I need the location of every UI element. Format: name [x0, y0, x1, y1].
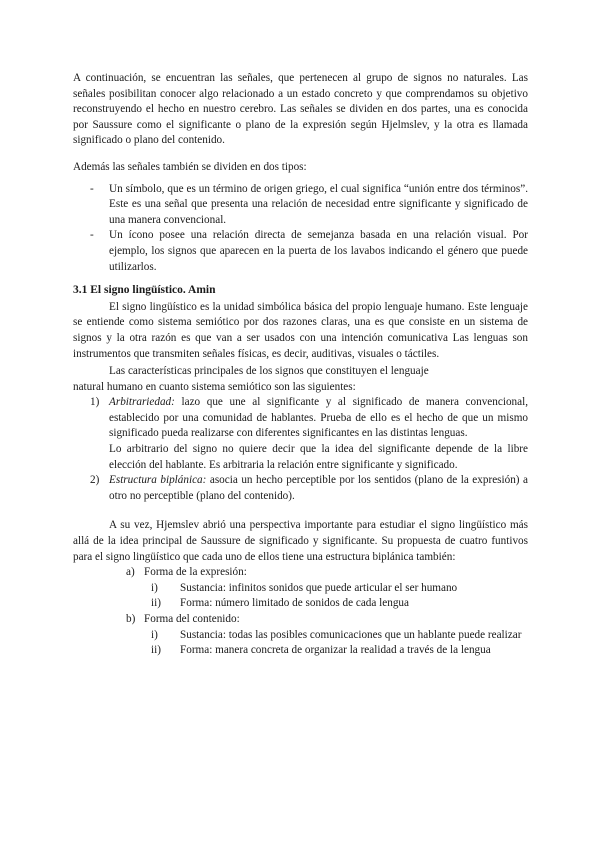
- list-item-text: Un símbolo, que es un término de origen griego, el cual significa “unión entre dos términos”. Este es una señal que presenta una relación de necesidad entre significante y significado de una manera convencional.: [109, 182, 528, 226]
- sub-item: [144, 581, 528, 597]
- form-label: Forma de la expresión:: [144, 566, 247, 579]
- hjemslev-paragraph: A su vez, Hjemslev abrió una perspectiva importante para estudiar el signo lingüístico más allá de la idea principal de Saussure de significado y significante. Su propuesta de cuatro funtivos para el signo lingüístico que cada uno de ellos tiene una estructura biplánica también:: [73, 519, 528, 563]
- item-text: lazo que une al significante y al significado de manera convencional, establecido por una comunidad de hablantes. Prueba de ello es el hecho de que un mismo significado pueda realizarse con diferentes significantes en las distintas lenguas.: [109, 396, 528, 440]
- form-letter: a): [126, 566, 135, 579]
- section-paragraph: El signo lingüístico es la unidad simbólica básica del propio lenguaje humano. Este lenguaje se entiende como sistema semiótico por dos razones claras, una es que consiste en un sistema de signos y la otra razón es que van a ser usados con una intención comunicativa Las lenguas son instrumentos que transmiten señales físicas, es decir, auditivas, visuales o táctiles.: [73, 300, 528, 360]
- dash-list: [73, 182, 528, 276]
- sub-numeral: i): [151, 581, 158, 594]
- item-text: asocia un hecho perceptible por los sentidos (plano de la expresión) a otro no perceptible (plano del contenido).: [109, 474, 529, 502]
- characteristics-line-1: Las características principales de los signos que constituyen el lenguaje: [109, 365, 429, 378]
- types-intro: Además las señales también se dividen en dos tipos:: [73, 160, 307, 173]
- sub-text: Sustancia: infinitos sonidos que puede articular el ser humano: [180, 581, 458, 594]
- item-number: 1): [90, 396, 100, 409]
- sub-text: Forma: número limitado de sonidos de cada lengua: [180, 597, 409, 610]
- item-term: Arbitrariedad:: [109, 396, 175, 409]
- sub-numeral: ii): [151, 597, 161, 610]
- document-page: [73, 71, 528, 659]
- sub-text: Forma: manera concreta de organizar la realidad a través de la lengua: [180, 644, 491, 657]
- item-extra: Lo arbitrario del signo no quiere decir que la idea del significante depende de la libre elección del hablante. Es arbitraria la relación entre significante y significado.: [109, 443, 528, 471]
- form-item: [73, 612, 528, 659]
- sub-numeral: i): [151, 628, 158, 641]
- numbered-item: [73, 473, 528, 504]
- numbered-list: [73, 395, 528, 504]
- characteristics-line-2: natural humano en cuanto sistema semiótico son las siguientes:: [73, 380, 356, 393]
- dash-bullet: -: [90, 182, 94, 195]
- sub-text: Sustancia: todas las posibles comunicaciones que un hablante puede realizar: [180, 628, 522, 641]
- intro-paragraph: A continuación, se encuentran las señales, que pertenecen al grupo de signos no naturales. Las señales posibilitan conocer algo relacionado a un estado concreto y que comprendamos su objetivo reconstruyendo el hecho en nuestro cerebro. Las señales se dividen en dos partes, una es conocida por Saussure como el significante o plano de la expresión según Hjelmslev, y la otra es llamada significado o plano del contenido.: [73, 72, 528, 147]
- sub-item: [144, 643, 528, 659]
- numbered-item: [73, 395, 528, 473]
- list-item: [73, 182, 528, 229]
- sub-list: [144, 628, 528, 659]
- forms-list: [73, 565, 528, 659]
- sub-list: [144, 581, 528, 612]
- sub-numeral: ii): [151, 644, 161, 657]
- form-letter: b): [126, 613, 136, 625]
- list-item: [73, 228, 528, 275]
- item-term: Estructura biplánica:: [109, 474, 207, 487]
- form-label: Forma del contenido:: [144, 613, 240, 625]
- form-item: [73, 565, 528, 612]
- item-number: 2): [90, 474, 100, 487]
- section-heading: 3.1 El signo lingüístico. Amin: [73, 284, 216, 297]
- dash-bullet: -: [90, 229, 94, 242]
- sub-item: [144, 596, 528, 612]
- list-item-text: Un ícono posee una relación directa de semejanza basada en una relación visual. Por ejemplo, los signos que aparecen en la puerta de los lavabos indicando el género que puede utilizarlos.: [109, 229, 528, 273]
- sub-item: [144, 628, 528, 644]
